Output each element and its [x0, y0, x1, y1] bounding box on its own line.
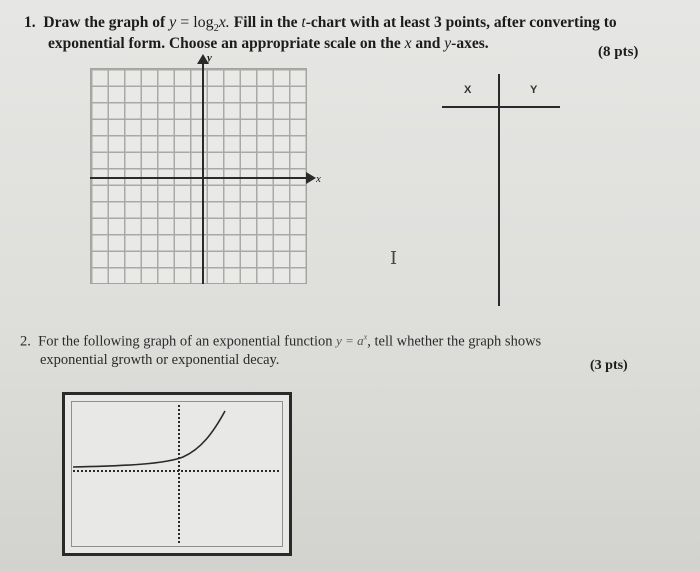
arrow-right-icon: [306, 172, 316, 184]
question-1-points: (8 pts): [598, 44, 639, 60]
exponential-graph: [65, 395, 289, 553]
t-chart-x-header: X: [464, 84, 472, 96]
grid-y-label: y: [207, 52, 212, 64]
t-chart-y-header: Y: [530, 84, 538, 96]
question-1-number: 1.: [24, 14, 36, 31]
question-2-equation: $y = a^x$: [336, 333, 368, 349]
equation: $y = \log_2x$.: [169, 14, 230, 35]
t-chart-vertical-line: [498, 74, 500, 306]
x-axis: [90, 177, 312, 179]
question-2-graph-frame: [62, 392, 292, 556]
question-1-intro: Draw the graph of: [43, 14, 166, 31]
y-axis: [202, 60, 204, 284]
question-2-number: 2.: [20, 333, 31, 350]
question-1-line-1: 1. Draw the graph of $y = \log_2x$. Fill in the t-chart with at least 3 points, after converting to: [24, 14, 617, 35]
question-2-line-2: exponential growth or exponential decay.: [40, 352, 280, 368]
grid-x-label: x: [316, 173, 321, 185]
question-1-graph-grid[interactable]: [90, 68, 307, 284]
question-2-points: (3 pts): [590, 358, 628, 373]
t-chart-horizontal-line: [442, 106, 560, 108]
question-2-line-1: 2. For the following graph of an exponential function $y = a^x$, tell whether the graph shows: [20, 333, 542, 350]
text-cursor-icon: I: [390, 248, 398, 269]
question-1-line-2: exponential form. Choose an appropriate scale on the x and y-axes.: [48, 35, 489, 52]
exponential-curve: [73, 411, 225, 467]
